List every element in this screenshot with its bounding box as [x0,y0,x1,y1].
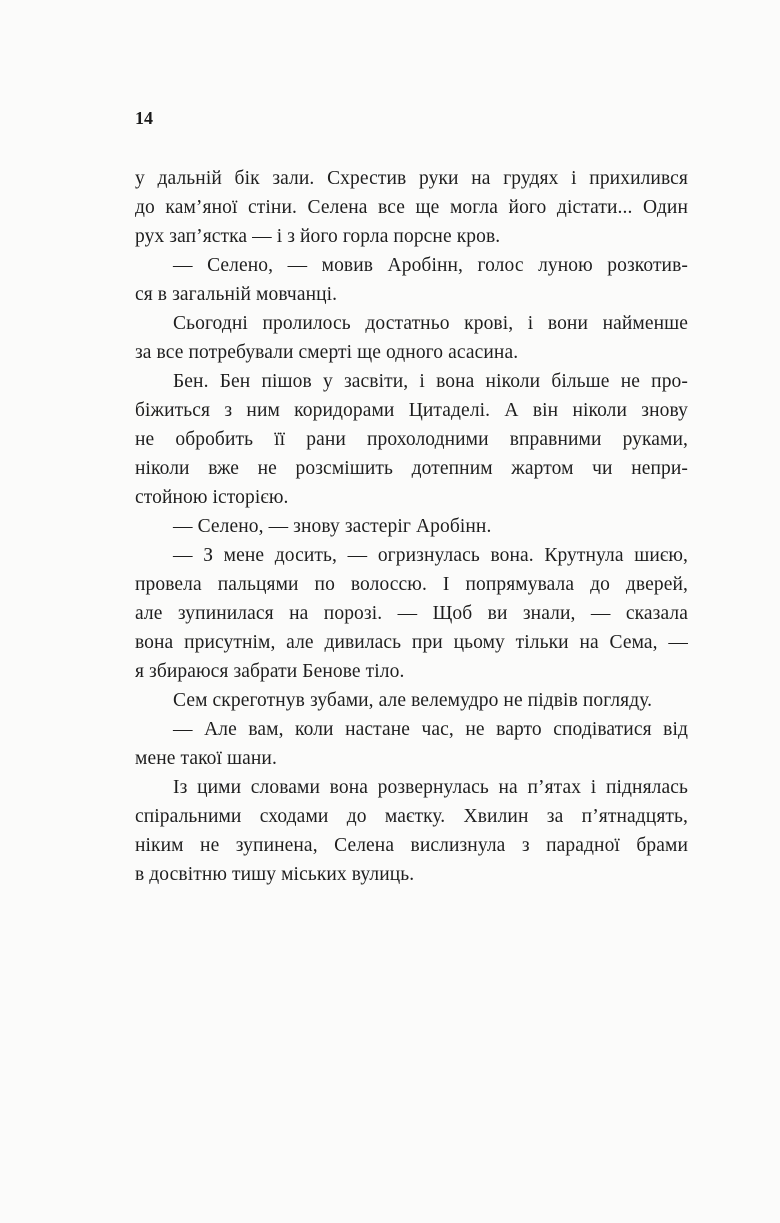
paragraph [135,164,688,251]
paragraph [135,251,688,309]
paragraph [135,367,688,512]
text-line: не обробить її рани прохолодними вправними руками, [135,429,688,450]
text-line: — Але вам, коли настане час, не варто сподіватися від [173,719,688,740]
paragraph [135,686,688,715]
text-line: мене такої шани. [135,748,277,769]
text-line: Бен. Бен пішов у засвіти, і вона ніколи більше не про- [173,371,688,392]
text-line: рух зап’ястка — і з його горла порсне кров. [135,226,501,247]
text-line: Із цими словами вона розвернулась на п’ятах і піднялась [173,777,688,798]
text-line: в досвітню тишу міських вулиць. [135,864,415,885]
text-line: стойною історією. [135,487,289,508]
paragraph [135,512,688,541]
text-line: ніколи вже не розсмішить дотепним жартом чи непри- [135,458,688,479]
text-line: у дальній бік зали. Схрестив руки на грудях і прихилився [135,168,688,189]
page-number: 14 [135,108,153,128]
text-line: Сьогодні пролилось достатньо крові, і вони найменше [173,313,688,334]
text-line: вона присутнім, але дивилась при цьому тільки на Сема, — [135,632,688,653]
text-line: — Селено, — мовив Аробінн, голос луною розкотив- [173,255,688,276]
paragraph [135,773,688,889]
text-line: я збираюся забрати Бенове тіло. [135,661,405,682]
text-line: — З мене досить, — огризнулась вона. Крутнула шиєю, [173,545,688,566]
text-line: провела пальцями по волоссю. І попрямувала до дверей, [135,574,688,595]
text-line: — Селено, — знову застеріг Аробінн. [173,516,492,537]
page-body [135,164,688,889]
text-line: біжиться з ним коридорами Цитаделі. А він ніколи знову [135,400,688,421]
text-line: до кам’яної стіни. Селена все ще могла його дістати... Один [135,197,688,218]
text-line: за все потребували смерті ще одного асасина. [135,342,519,363]
text-line: спіральними сходами до маєтку. Хвилин за п’ятнадцять, [135,806,688,827]
paragraph [135,309,688,367]
text-line: ся в загальній мовчанці. [135,284,338,305]
paragraph [135,715,688,773]
text-line: Сем скреготнув зубами, але велемудро не підвів погляду. [173,690,653,711]
text-line: але зупинилася на порозі. — Щоб ви знали, — сказала [135,603,688,624]
paragraph [135,541,688,686]
text-line: ніким не зупинена, Селена вислизнула з парадної брами [135,835,688,856]
